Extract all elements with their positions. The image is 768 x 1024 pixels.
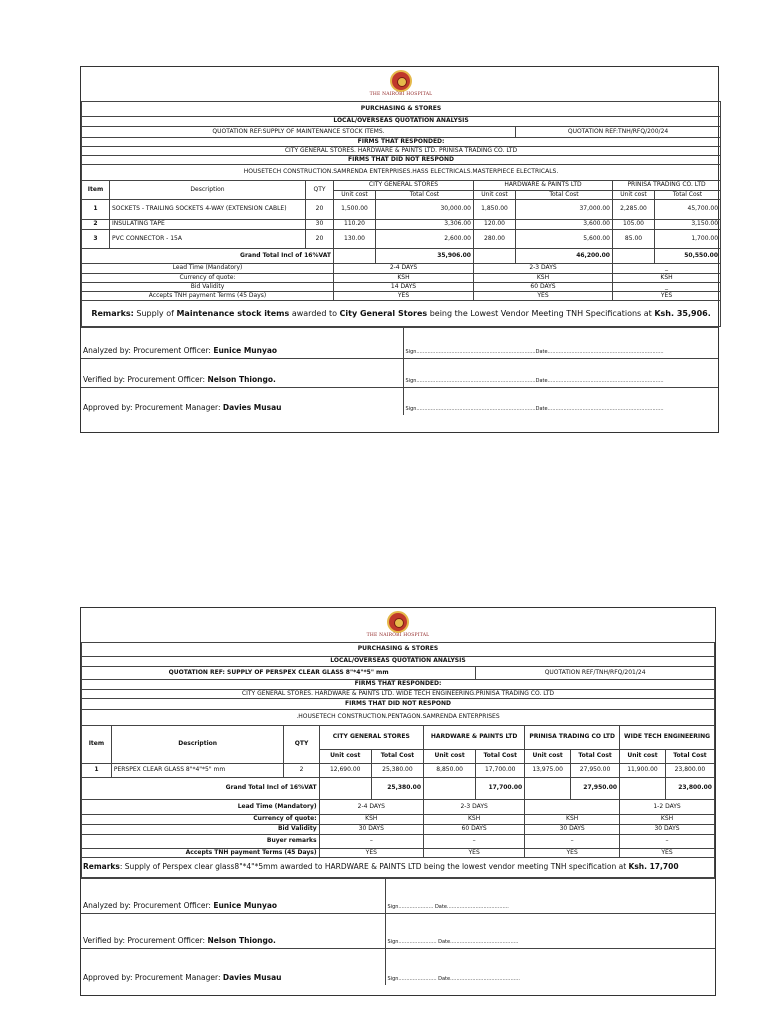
department-title: PURCHASING & STORES <box>82 102 721 117</box>
currency-vendor-4: KSH <box>620 815 715 825</box>
analyzed-by-label: Analyzed by: Procurement Officer: <box>83 346 214 356</box>
bid-validity-vendor-3: _ <box>613 283 721 292</box>
firms-not-responded: HOUSETECH CONSTRUCTION.SAMRENDA ENTERPRISES.HASS ELECTRICALS.MASTERPIECE ELECTRICALS. <box>82 165 721 181</box>
column-total-cost: Total Cost <box>655 191 721 200</box>
row-total-cost: 37,000.00 <box>516 200 613 220</box>
payment-terms-vendor-3: YES <box>613 292 721 301</box>
row-unit-cost: 2,285.00 <box>613 200 655 220</box>
row-unit-cost: 11,900.00 <box>620 764 666 778</box>
bid-validity-vendor-2: 60 DAYS <box>424 825 525 835</box>
remarks-label: Remarks <box>83 862 120 872</box>
column-total-cost: Total Cost <box>476 750 525 764</box>
payment-terms-vendor-1: YES <box>319 849 423 858</box>
approved-by-name: Davies Musau <box>222 402 282 412</box>
firms-not-responded-label: FIRMS THAT DID NOT RESPOND <box>82 699 715 710</box>
grand-total-label: Grand Total Incl of 16%VAT <box>82 778 320 800</box>
payment-terms-vendor-4: YES <box>620 849 715 858</box>
remarks-text: being the Lowest Vendor Meeting TNH Specifications at <box>427 308 655 318</box>
remarks <box>82 301 721 327</box>
analyzed-sign-line: Sign...................... Date....................................... <box>385 879 715 914</box>
currency-vendor-1: KSH <box>319 815 423 825</box>
remarks <box>82 858 715 878</box>
analyzed-by <box>81 879 385 914</box>
analysis-title: LOCAL/OVERSEAS QUOTATION ANALYSIS <box>82 117 721 127</box>
lead-time-label: Lead Time (Mandatory) <box>82 264 334 274</box>
vendor-header-3: PRINISA TRADING CO LTD <box>525 726 620 750</box>
hospital-logo <box>82 608 715 643</box>
row-total-cost: 17,700.00 <box>476 764 525 778</box>
row-qty: 30 <box>306 220 334 230</box>
firms-responded-label: FIRMS THAT RESPONDED: <box>82 138 721 147</box>
approved-by-label: Approved by: Procurement Manager: <box>83 402 223 412</box>
row-description: PVC CONNECTOR - 15A <box>110 230 306 249</box>
column-qty: QTY <box>306 181 334 200</box>
column-unit-cost: Unit cost <box>424 750 476 764</box>
approved-by <box>81 388 403 415</box>
vendor-header-1: CITY GENERAL STORES <box>334 181 474 191</box>
verified-by-label: Verified by: Procurement Officer: <box>83 936 208 946</box>
row-total-cost: 27,950.00 <box>571 764 620 778</box>
quotation-table-2 <box>81 608 715 878</box>
row-item: 2 <box>82 220 110 230</box>
row-unit-cost: 85.00 <box>613 230 655 249</box>
signatures-2 <box>81 878 715 985</box>
bid-validity-vendor-2: 60 DAYS <box>474 283 613 292</box>
buyer-remarks-vendor-2: – <box>424 835 525 849</box>
lead-time-vendor-2: 2-3 DAYS <box>474 264 613 274</box>
row-total-cost: 30,000.00 <box>376 200 474 220</box>
analysis-title: LOCAL/OVERSEAS QUOTATION ANALYSIS <box>82 657 715 667</box>
row-unit-cost: 12,690.00 <box>319 764 371 778</box>
currency-vendor-3: KSH <box>613 274 721 283</box>
column-unit-cost: Unit cost <box>613 191 655 200</box>
remarks-vendor: City General Stores <box>339 308 428 318</box>
bid-validity-label: Bid Validity <box>82 825 320 835</box>
lead-time-vendor-1: 2-4 DAYS <box>319 800 423 815</box>
firms-responded-label: FIRMS THAT RESPONDED: <box>82 680 715 690</box>
hospital-seal-icon <box>387 611 409 633</box>
vendor-header-3: PRINISA TRADING CO. LTD <box>613 181 721 191</box>
hospital-name: THE NAIROBI HOSPITAL <box>366 633 430 639</box>
row-item: 1 <box>82 764 112 778</box>
column-total-cost: Total Cost <box>376 191 474 200</box>
remarks-items: Maintenance stock items <box>176 308 290 318</box>
firms-not-responded: .HOUSETECH CONSTRUCTION.PENTAGON.SAMRENDA ENTERPRISES <box>82 710 715 726</box>
row-description: SOCKETS - TRAILING SOCKETS 4-WAY (EXTENSION CABLE) <box>110 200 306 220</box>
row-unit-cost: 8,850.00 <box>424 764 476 778</box>
lead-time-vendor-3 <box>525 800 620 815</box>
row-total-cost: 2,600.00 <box>376 230 474 249</box>
quotation-number: QUOTATION REF/TNH/RFQ/201/24 <box>476 667 715 680</box>
row-unit-cost: 130.00 <box>334 230 376 249</box>
row-qty: 2 <box>284 764 319 778</box>
lead-time-vendor-3: _ <box>613 264 721 274</box>
grand-total-vendor-2: 46,200.00 <box>516 249 613 264</box>
payment-terms-vendor-2: YES <box>424 849 525 858</box>
row-total-cost: 3,150.00 <box>655 220 721 230</box>
bid-validity-vendor-4: 30 DAYS <box>620 825 715 835</box>
row-total-cost: 1,700.00 <box>655 230 721 249</box>
payment-terms-vendor-2: YES <box>474 292 613 301</box>
approved-sign-line: Sign...........................................................................Date......................................................................... <box>403 388 718 415</box>
verified-by-label: Verified by: Procurement Officer: <box>83 375 208 385</box>
bid-validity-vendor-3: 30 DAYS <box>525 825 620 835</box>
row-qty: 20 <box>306 200 334 220</box>
row-unit-cost: 280.00 <box>474 230 516 249</box>
row-total-cost: 23,800.00 <box>665 764 714 778</box>
column-total-cost: Total Cost <box>571 750 620 764</box>
grand-total-vendor-2: 17,700.00 <box>476 778 525 800</box>
currency-vendor-2: KSH <box>424 815 525 825</box>
firms-responded: CITY GENERAL STORES. HARDWARE & PAINTS LTD. PRINISA TRADING CO. LTD <box>82 147 721 156</box>
grand-total-vendor-1: 35,906.00 <box>376 249 474 264</box>
payment-terms-vendor-3: YES <box>525 849 620 858</box>
row-item: 3 <box>82 230 110 249</box>
row-unit-cost: 120.00 <box>474 220 516 230</box>
vendor-header-2: HARDWARE & PAINTS LTD <box>424 726 525 750</box>
lead-time-vendor-2: 2-3 DAYS <box>424 800 525 815</box>
column-unit-cost: Unit cost <box>474 191 516 200</box>
remarks-text: awarded to <box>289 308 340 318</box>
currency-vendor-2: KSH <box>474 274 613 283</box>
analyzed-by <box>81 328 403 359</box>
quotation-reference: QUOTATION REF:SUPPLY OF MAINTENANCE STOCK ITEMS. <box>82 127 516 138</box>
vendor-header-4: WIDE TECH ENGINEERING <box>620 726 715 750</box>
buyer-remarks-vendor-1: – <box>319 835 423 849</box>
hospital-logo <box>82 67 721 102</box>
currency-label: Currency of quote: <box>82 815 320 825</box>
currency-vendor-3: KSH <box>525 815 620 825</box>
payment-terms-label: Accepts TNH payment Terms (45 Days) <box>82 292 334 301</box>
column-unit-cost: Unit cost <box>334 191 376 200</box>
column-total-cost: Total Cost <box>371 750 423 764</box>
row-total-cost: 5,600.00 <box>516 230 613 249</box>
verified-by-name: Nelson Thiongo. <box>207 936 276 946</box>
lead-time-vendor-1: 2-4 DAYS <box>334 264 474 274</box>
hospital-name: THE NAIROBI HOSPITAL <box>369 92 433 98</box>
row-description: PERSPEX CLEAR GLASS 8"*4"*5" mm <box>111 764 284 778</box>
column-item: Item <box>82 726 112 764</box>
row-unit-cost: 105.00 <box>613 220 655 230</box>
remarks-amount: Ksh. 35,906. <box>654 308 711 318</box>
grand-total-vendor-3: 27,950.00 <box>571 778 620 800</box>
table-row <box>82 200 721 220</box>
column-unit-cost: Unit cost <box>525 750 571 764</box>
row-unit-cost: 110.20 <box>334 220 376 230</box>
grand-total-label: Grand Total Incl of 16%VAT <box>82 249 334 264</box>
column-total-cost: Total Cost <box>516 191 613 200</box>
analyzed-by-name: Eunice Munyao <box>213 901 278 911</box>
currency-vendor-1: KSH <box>334 274 474 283</box>
firms-responded: CITY GENERAL STORES. HARDWARE & PAINTS LTD. WIDE TECH ENGINEERING.PRINISA TRADING CO. LTD <box>82 690 715 699</box>
analyzed-sign-line: Sign...........................................................................Date......................................................................... <box>403 328 718 359</box>
grand-total-vendor-3: 50,550.00 <box>655 249 721 264</box>
quotation-sheet-2 <box>80 607 716 996</box>
row-total-cost: 25,380.00 <box>371 764 423 778</box>
quotation-table-1 <box>81 67 721 327</box>
hospital-seal-icon <box>390 70 412 92</box>
verified-sign-line: Sign...........................................................................Date......................................................................... <box>403 359 718 388</box>
row-total-cost: 45,700.00 <box>655 200 721 220</box>
column-description: Description <box>111 726 284 764</box>
approved-sign-line: Sign........................ Date............................................ <box>385 949 715 985</box>
vendor-header-2: HARDWARE & PAINTS LTD <box>474 181 613 191</box>
row-total-cost: 3,306.00 <box>376 220 474 230</box>
row-qty: 20 <box>306 230 334 249</box>
quotation-sheet-1 <box>80 66 719 433</box>
currency-label: Currency of quote: <box>82 274 334 283</box>
column-item: Item <box>82 181 110 200</box>
payment-terms-label: Accepts TNH payment Terms (45 Days) <box>82 849 320 858</box>
buyer-remarks-vendor-4: – <box>620 835 715 849</box>
column-unit-cost: Unit cost <box>319 750 371 764</box>
row-unit-cost: 1,500.00 <box>334 200 376 220</box>
lead-time-vendor-4: 1-2 DAYS <box>620 800 715 815</box>
buyer-remarks-label: Buyer remarks <box>82 835 320 849</box>
quotation-reference: QUOTATION REF: SUPPLY OF PERSPEX CLEAR GLASS 8"*4"*5" mm <box>82 667 476 680</box>
analyzed-by-label: Analyzed by: Procurement Officer: <box>83 901 214 911</box>
row-item: 1 <box>82 200 110 220</box>
approved-by-label: Approved by: Procurement Manager: <box>83 972 223 982</box>
table-row <box>82 220 721 230</box>
bid-validity-label: Bid Validity <box>82 283 334 292</box>
column-qty: QTY <box>284 726 319 764</box>
remarks-text: : Supply of Perspex clear glass8"*4"*5mm awarded to HARDWARE & PAINTS LTD being the lowest vendor meeting TNH specification at <box>119 862 629 872</box>
analyzed-by-name: Eunice Munyao <box>213 346 278 356</box>
grand-total-vendor-4: 23,800.00 <box>665 778 714 800</box>
column-total-cost: Total Cost <box>665 750 714 764</box>
verified-sign-line: Sign........................ Date........................................... <box>385 914 715 949</box>
row-unit-cost: 13,975.00 <box>525 764 571 778</box>
lead-time-label: Lead Time (Mandatory) <box>82 800 320 815</box>
grand-total-vendor-1: 25,380.00 <box>371 778 423 800</box>
buyer-remarks-vendor-3: – <box>525 835 620 849</box>
verified-by <box>81 914 385 949</box>
payment-terms-vendor-1: YES <box>334 292 474 301</box>
remarks-amount: Ksh. 17,700 <box>628 862 679 872</box>
remarks-label: Remarks: <box>91 308 134 318</box>
quotation-number: QUOTATION REF:TNH/RFQ/200/24 <box>516 127 721 138</box>
firms-not-responded-label: FIRMS THAT DID NOT RESPOND <box>82 156 721 165</box>
vendor-header-1: CITY GENERAL STORES <box>319 726 423 750</box>
column-unit-cost: Unit cost <box>620 750 666 764</box>
remarks-text: Supply of <box>133 308 177 318</box>
bid-validity-vendor-1: 14 DAYS <box>334 283 474 292</box>
signatures-1 <box>81 327 718 415</box>
table-row <box>82 764 715 778</box>
table-row <box>82 230 721 249</box>
department-title: PURCHASING & STORES <box>82 643 715 657</box>
verified-by <box>81 359 403 388</box>
verified-by-name: Nelson Thiongo. <box>207 375 276 385</box>
approved-by-name: Davies Musau <box>222 972 282 982</box>
bid-validity-vendor-1: 30 DAYS <box>319 825 423 835</box>
row-total-cost: 3,600.00 <box>516 220 613 230</box>
row-unit-cost: 1,850.00 <box>474 200 516 220</box>
approved-by <box>81 949 385 985</box>
column-description: Description <box>110 181 306 200</box>
row-description: INSULATING TAPE <box>110 220 306 230</box>
